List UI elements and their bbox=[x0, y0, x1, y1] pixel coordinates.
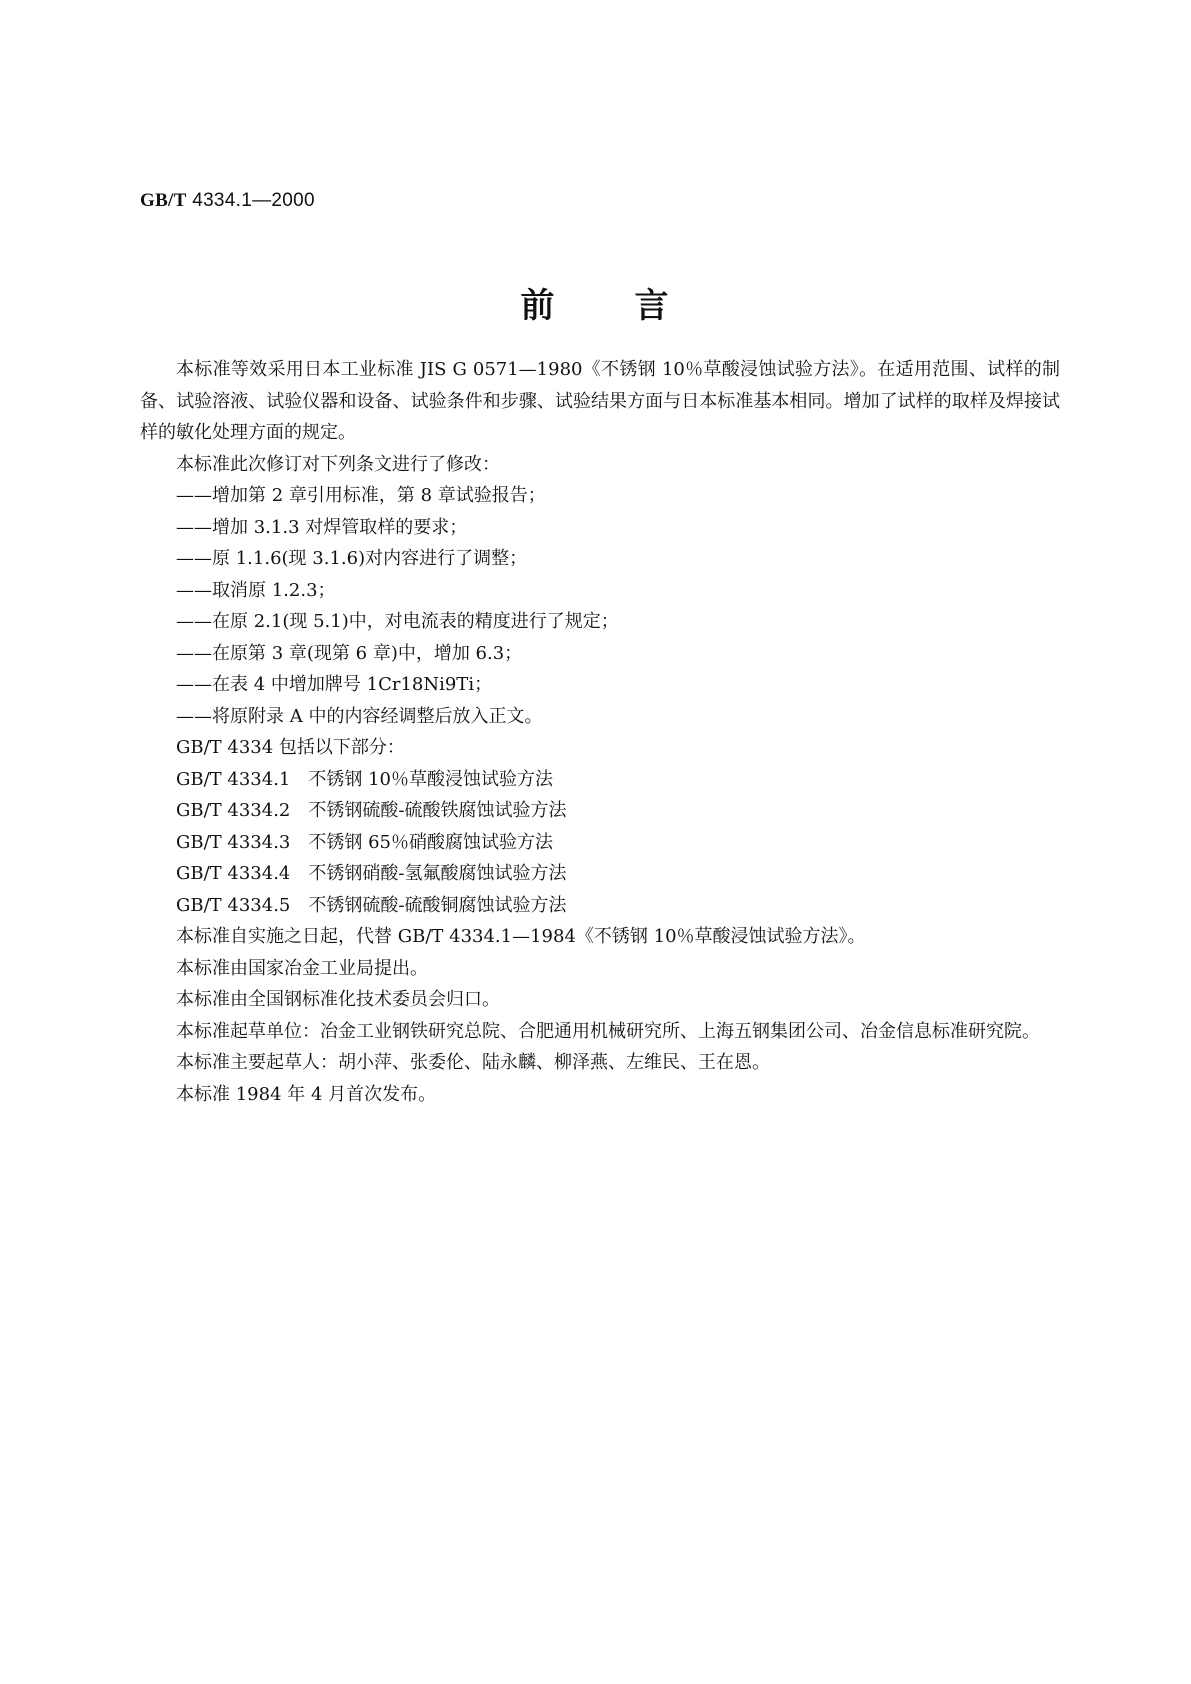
title-char-1: 前 bbox=[520, 286, 557, 326]
paragraph-proposed-by: 本标准由国家冶金工业局提出。 bbox=[176, 957, 428, 979]
part-item: GB/T 4334.1 不锈钢 10％草酸浸蚀试验方法 bbox=[176, 768, 554, 790]
paragraph-administered-by: 本标准由全国钢标准化技术委员会归口。 bbox=[176, 989, 500, 1010]
paragraph-drafters: 本标准主要起草人：胡小萍、张委伦、陆永麟、柳泽燕、左维民、王在恩。 bbox=[176, 1052, 770, 1073]
revision-item: ——将原附录 A 中的内容经调整后放入正文。 bbox=[176, 705, 543, 727]
paragraph-intro: 本标准等效采用日本工业标准 JIS G 0571—1980《不锈钢 10％草酸浸蚀试验方法》。在适用范围、试样的制备、试验溶液、试验仪器和设备、试验条件和步骤、试验结果方面与日本标准基本相同。增加了试样的取样及焊接试样的敏化处理方面的规定。 bbox=[140, 359, 1060, 443]
revision-item: ——增加 3.1.3 对焊管取样的要求； bbox=[176, 516, 468, 538]
revision-item: ——在原第 3 章(现第 6 章)中，增加 6.3； bbox=[176, 642, 523, 664]
part-item: GB/T 4334.2 不锈钢硫酸-硫酸铁腐蚀试验方法 bbox=[176, 800, 567, 821]
part-item: GB/T 4334.5 不锈钢硫酸-硫酸铜腐蚀试验方法 bbox=[176, 894, 567, 916]
paragraph-replaces: 本标准自实施之日起，代替 GB/T 4334.1—1984《不锈钢 10％草酸浸蚀试验方法》。 bbox=[176, 926, 866, 947]
standard-code-prefix: GB/T bbox=[140, 190, 187, 211]
revision-item: ——取消原 1.2.3； bbox=[176, 579, 336, 601]
title-char-2: 言 bbox=[634, 286, 671, 326]
paragraph-first-issued: 本标准 1984 年 4 月首次发布。 bbox=[176, 1083, 437, 1105]
page-title bbox=[0, 278, 1191, 327]
paragraph-parts-lead: GB/T 4334 包括以下部分： bbox=[176, 737, 405, 758]
revision-item: ——在原 2.1(现 5.1)中，对电流表的精度进行了规定； bbox=[176, 611, 619, 632]
standard-code-number: 4334.1—2000 bbox=[192, 190, 315, 211]
foreword-body bbox=[140, 354, 1060, 1110]
paragraph-drafting-units: 本标准起草单位：冶金工业钢铁研究总院、合肥通用机械研究所、上海五钢集团公司、冶金信息标准研究院。 bbox=[176, 1020, 1040, 1042]
part-item: GB/T 4334.4 不锈钢硝酸-氢氟酸腐蚀试验方法 bbox=[176, 863, 567, 884]
revision-item: ——在表 4 中增加牌号 1Cr18Ni9Ti； bbox=[176, 674, 493, 695]
standard-code bbox=[140, 190, 315, 212]
revision-item: ——原 1.1.6(现 3.1.6)对内容进行了调整； bbox=[176, 548, 528, 569]
part-item: GB/T 4334.3 不锈钢 65％硝酸腐蚀试验方法 bbox=[176, 831, 554, 853]
paragraph-revision-lead: 本标准此次修订对下列条文进行了修改： bbox=[176, 453, 500, 475]
revision-item: ——增加第 2 章引用标准，第 8 章试验报告； bbox=[176, 485, 546, 506]
